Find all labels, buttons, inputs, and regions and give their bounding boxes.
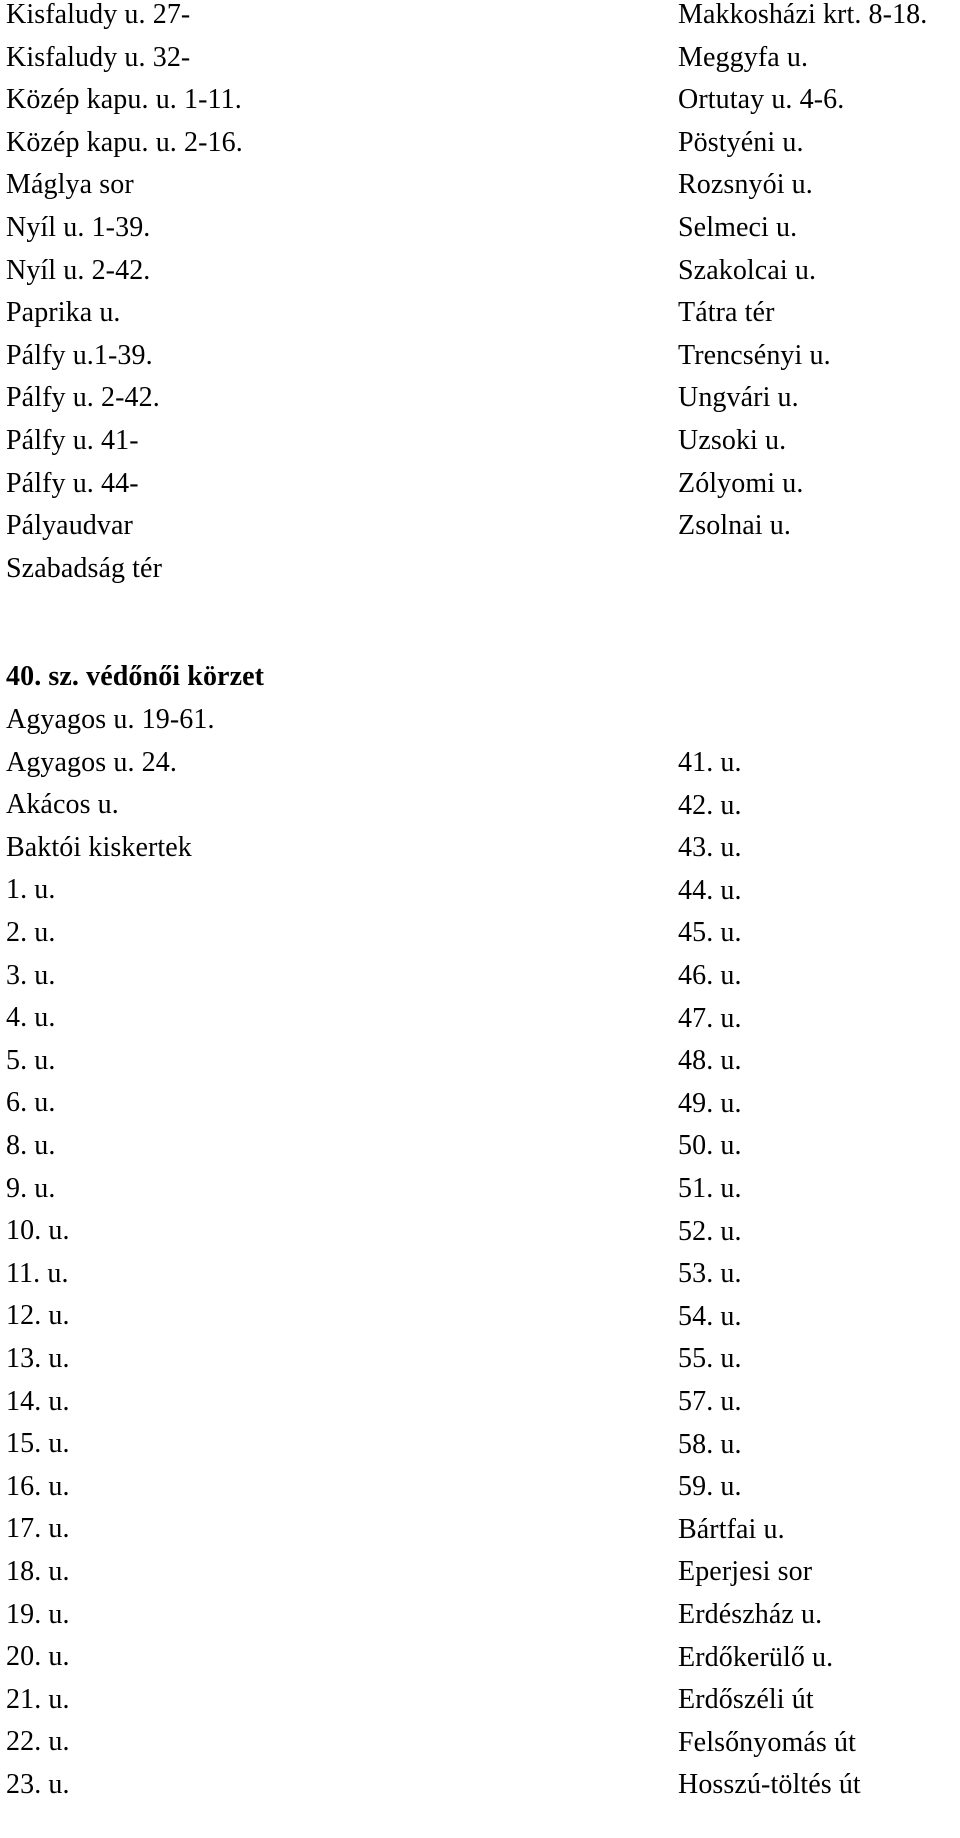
street-entry: 22. u. [6,1726,70,1758]
street-entry: 14. u. [6,1385,70,1417]
street-entry: Közép kapu. u. 1-11. [6,84,242,116]
street-entry: 1. u. [6,874,56,906]
street-entry: Felsőnyomás út [678,1726,856,1758]
street-entry: 42. u. [678,789,742,821]
street-entry: Agyagos u. 19-61. [6,704,215,735]
street-entry: 54. u. [678,1300,742,1332]
street-entry: 51. u. [678,1173,742,1204]
street-entry: Pályaudvar [6,510,133,542]
street-entry: Erdészház u. [678,1599,823,1630]
street-entry: 9. u. [6,1172,56,1204]
street-entry: Akácos u. [6,789,119,821]
street-entry: 23. u. [6,1769,70,1800]
district-heading: 40. sz. védőnői körzet [6,661,265,692]
street-entry: 12. u. [6,1300,70,1332]
street-entry: 41. u. [678,747,742,778]
street-entry: Kisfaludy u. 32- [6,41,191,73]
street-entry: 48. u. [678,1045,742,1077]
street-entry: Zsolnai u. [678,510,791,542]
street-entry: Agyagos u. 24. [6,746,177,778]
street-entry: 5. u. [6,1044,56,1076]
street-entry: Erdőszéli út [678,1684,814,1716]
street-entry: 55. u. [678,1343,742,1375]
street-entry: Rozsnyói u. [678,169,813,201]
street-entry: Uzsoki u. [678,425,787,456]
street-entry: 46. u. [678,960,742,991]
street-entry: Bártfai u. [678,1513,785,1545]
street-entry: 18. u. [6,1556,70,1587]
street-entry: Tátra tér [678,297,775,329]
street-entry: 58. u. [678,1428,742,1460]
street-entry: 49. u. [678,1087,742,1119]
street-entry: 44. u. [678,874,742,906]
street-entry: Ortutay u. 4-6. [678,84,845,116]
street-entry: Pálfy u. 2-42. [6,382,160,414]
street-entry: 11. u. [6,1257,69,1289]
street-entry: Zólyomi u. [678,467,804,499]
street-entry: Nyíl u. 2-42. [6,254,151,286]
street-entry: Máglya sor [6,169,134,201]
street-entry: Közép kapu. u. 2-16. [6,126,243,158]
street-entry: 59. u. [678,1471,742,1503]
street-entry: Pálfy u. 44- [6,467,139,499]
street-entry: 21. u. [6,1683,70,1715]
street-entry: Paprika u. [6,297,121,329]
street-entry: Baktói kiskertek [6,831,192,863]
street-entry: Makkosházi krt. 8-18. [678,0,928,30]
street-entry: 43. u. [678,832,742,864]
street-entry: 50. u. [678,1130,742,1162]
street-entry: 3. u. [6,959,56,991]
street-entry: Ungvári u. [678,382,799,414]
street-entry: Pálfy u. 41- [6,425,139,456]
street-entry: Hosszú-töltés út [678,1769,861,1801]
street-entry: 53. u. [678,1258,742,1290]
street-entry: Szabadság tér [6,552,163,584]
street-entry: Kisfaludy u. 27- [6,0,191,30]
street-entry: Selmeci u. [678,212,798,243]
street-entry: 52. u. [678,1215,742,1247]
street-entry: Pálfy u.1-39. [6,339,153,371]
street-entry: Trencsényi u. [678,339,831,371]
street-entry: 15. u. [6,1428,70,1460]
street-entry: Meggyfa u. [678,41,809,73]
street-entry: Nyíl u. 1-39. [6,212,151,243]
street-entry: 57. u. [678,1386,742,1417]
street-entry: 8. u. [6,1130,56,1161]
street-entry: 17. u. [6,1513,70,1545]
street-entry: Szakolcai u. [678,254,817,286]
street-entry: 13. u. [6,1343,70,1374]
street-entry: 16. u. [6,1470,70,1502]
street-entry: Eperjesi sor [678,1556,813,1588]
street-entry: 2. u. [6,917,56,948]
street-entry: 20. u. [6,1641,70,1673]
street-entry: 45. u. [678,917,742,949]
street-entry: 4. u. [6,1002,56,1034]
street-entry: 10. u. [6,1215,70,1247]
street-entry: 6. u. [6,1087,56,1119]
street-entry: 47. u. [678,1002,742,1034]
street-entry: Pöstyéni u. [678,126,804,158]
street-entry: Erdőkerülő u. [678,1641,834,1673]
street-entry: 19. u. [6,1598,70,1630]
